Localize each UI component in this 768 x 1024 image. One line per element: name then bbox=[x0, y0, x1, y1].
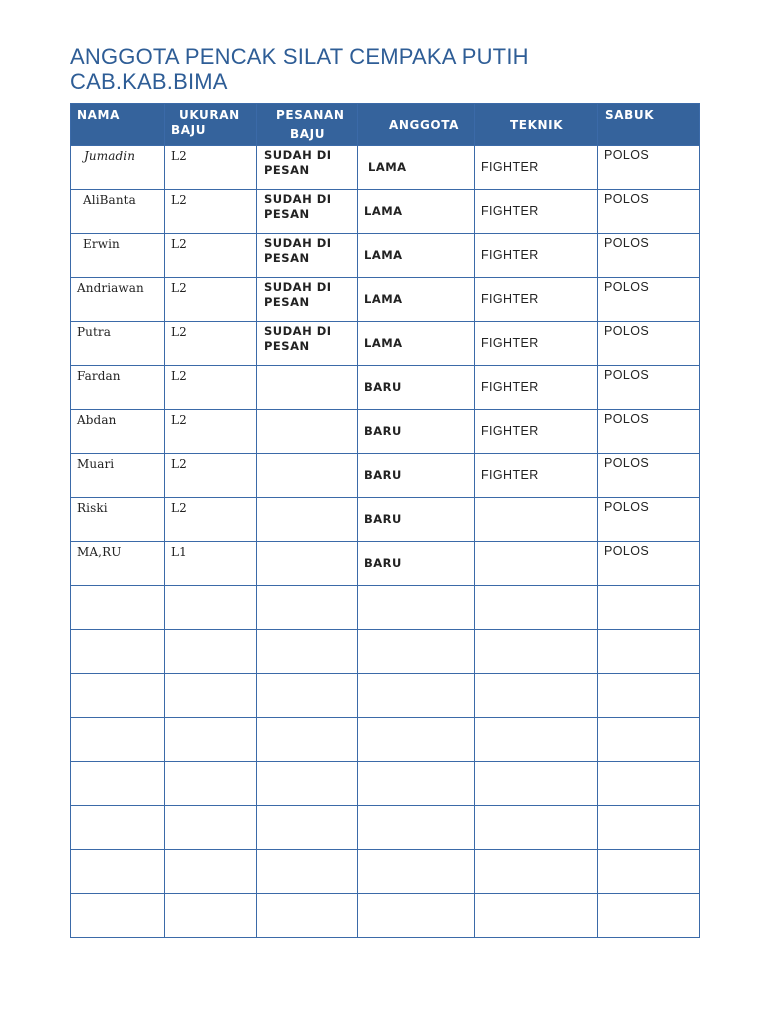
cell-ukuran bbox=[165, 190, 257, 234]
table-row bbox=[71, 586, 700, 630]
cell-pesanan-text: SUDAH DI bbox=[264, 148, 332, 162]
cell-ukuran-text: L2 bbox=[171, 413, 187, 427]
cell-anggota bbox=[358, 366, 475, 410]
cell-nama bbox=[71, 190, 165, 234]
header-sabuk: SABUK bbox=[598, 104, 700, 146]
cell-anggota-text: BARU bbox=[364, 424, 402, 438]
table-row bbox=[71, 498, 700, 542]
table-row bbox=[71, 806, 700, 850]
table-row bbox=[71, 322, 700, 366]
cell-teknik bbox=[475, 806, 598, 850]
table-row bbox=[71, 146, 700, 190]
cell-pesanan bbox=[257, 542, 358, 586]
cell-anggota bbox=[358, 718, 475, 762]
cell-pesanan bbox=[257, 762, 358, 806]
cell-ukuran-text: L2 bbox=[171, 237, 187, 251]
cell-anggota bbox=[358, 894, 475, 938]
cell-pesanan bbox=[257, 586, 358, 630]
table-row bbox=[71, 630, 700, 674]
cell-sabuk-text: POLOS bbox=[604, 324, 650, 338]
cell-nama bbox=[71, 630, 165, 674]
cell-pesanan-text: SUDAH DI bbox=[264, 324, 332, 338]
cell-nama bbox=[71, 146, 165, 190]
cell-teknik bbox=[475, 454, 598, 498]
cell-sabuk-text: POLOS bbox=[604, 148, 650, 162]
cell-pesanan bbox=[257, 278, 358, 322]
cell-pesanan bbox=[257, 190, 358, 234]
cell-pesanan bbox=[257, 850, 358, 894]
cell-pesanan-text: SUDAH DI bbox=[264, 236, 332, 250]
cell-anggota bbox=[358, 278, 475, 322]
table-header-row bbox=[71, 104, 700, 146]
cell-teknik-text: FIGHTER bbox=[481, 160, 539, 174]
cell-nama bbox=[71, 542, 165, 586]
cell-anggota bbox=[358, 190, 475, 234]
cell-ukuran-text: L1 bbox=[171, 545, 187, 559]
cell-ukuran bbox=[165, 146, 257, 190]
cell-pesanan bbox=[257, 454, 358, 498]
cell-sabuk-text: POLOS bbox=[604, 192, 650, 206]
cell-pesanan-text: PESAN bbox=[264, 207, 310, 221]
cell-teknik bbox=[475, 542, 598, 586]
cell-nama bbox=[71, 586, 165, 630]
cell-ukuran-text: L2 bbox=[171, 501, 187, 515]
cell-nama-text: MA,RU bbox=[77, 545, 122, 559]
cell-teknik bbox=[475, 190, 598, 234]
table-row bbox=[71, 718, 700, 762]
cell-teknik-text: FIGHTER bbox=[481, 424, 539, 438]
cell-nama bbox=[71, 498, 165, 542]
cell-anggota bbox=[358, 586, 475, 630]
cell-teknik bbox=[475, 674, 598, 718]
cell-pesanan-text: PESAN bbox=[264, 339, 310, 353]
title-line-2: CAB.KAB.BIMA bbox=[70, 69, 228, 94]
cell-teknik bbox=[475, 410, 598, 454]
cell-teknik bbox=[475, 894, 598, 938]
cell-teknik-text: FIGHTER bbox=[481, 380, 539, 394]
cell-nama bbox=[71, 410, 165, 454]
cell-pesanan bbox=[257, 322, 358, 366]
cell-sabuk-text: POLOS bbox=[604, 412, 650, 426]
table-row bbox=[71, 894, 700, 938]
cell-sabuk bbox=[598, 586, 700, 630]
cell-pesanan-text: SUDAH DI bbox=[264, 280, 332, 294]
cell-pesanan bbox=[257, 498, 358, 542]
cell-pesanan bbox=[257, 894, 358, 938]
cell-ukuran-text: L2 bbox=[171, 457, 187, 471]
cell-pesanan bbox=[257, 146, 358, 190]
cell-sabuk-text: POLOS bbox=[604, 368, 650, 382]
cell-sabuk bbox=[598, 410, 700, 454]
document-title bbox=[70, 44, 529, 94]
header-ukuran-baju: UKURAN BAJU bbox=[165, 104, 257, 146]
cell-anggota-text: LAMA bbox=[364, 248, 403, 262]
cell-nama bbox=[71, 234, 165, 278]
cell-nama bbox=[71, 322, 165, 366]
cell-anggota bbox=[358, 674, 475, 718]
header-anggota: ANGGOTA bbox=[358, 104, 475, 146]
cell-sabuk bbox=[598, 146, 700, 190]
cell-anggota-text: BARU bbox=[364, 512, 402, 526]
cell-teknik bbox=[475, 586, 598, 630]
cell-anggota bbox=[358, 850, 475, 894]
table-row bbox=[71, 674, 700, 718]
table-row bbox=[71, 762, 700, 806]
cell-nama-text: Muari bbox=[77, 457, 115, 471]
cell-teknik bbox=[475, 322, 598, 366]
cell-anggota bbox=[358, 454, 475, 498]
cell-teknik bbox=[475, 146, 598, 190]
cell-nama-text: Riski bbox=[77, 501, 108, 515]
cell-ukuran-text: L2 bbox=[171, 281, 187, 295]
cell-teknik bbox=[475, 762, 598, 806]
cell-sabuk-text: POLOS bbox=[604, 236, 650, 250]
cell-ukuran bbox=[165, 498, 257, 542]
cell-sabuk bbox=[598, 498, 700, 542]
cell-nama-text: Andriawan bbox=[77, 281, 144, 295]
cell-nama-text: Fardan bbox=[77, 369, 121, 383]
cell-teknik bbox=[475, 630, 598, 674]
cell-anggota-text: LAMA bbox=[364, 292, 403, 306]
cell-anggota-text: LAMA bbox=[364, 204, 403, 218]
cell-sabuk bbox=[598, 806, 700, 850]
header-teknik: TEKNIK bbox=[475, 104, 598, 146]
cell-pesanan bbox=[257, 674, 358, 718]
cell-pesanan bbox=[257, 410, 358, 454]
cell-teknik-text: FIGHTER bbox=[481, 248, 539, 262]
cell-sabuk bbox=[598, 542, 700, 586]
cell-pesanan-text: SUDAH DI bbox=[264, 192, 332, 206]
cell-pesanan-text: PESAN bbox=[264, 251, 310, 265]
table-row bbox=[71, 850, 700, 894]
cell-ukuran bbox=[165, 674, 257, 718]
cell-ukuran-text: L2 bbox=[171, 369, 187, 383]
cell-anggota bbox=[358, 806, 475, 850]
cell-nama-text: Erwin bbox=[83, 237, 120, 251]
cell-ukuran bbox=[165, 410, 257, 454]
cell-pesanan bbox=[257, 234, 358, 278]
cell-sabuk-text: POLOS bbox=[604, 500, 650, 514]
cell-pesanan bbox=[257, 718, 358, 762]
cell-anggota-text: BARU bbox=[364, 468, 402, 482]
cell-teknik bbox=[475, 366, 598, 410]
cell-nama bbox=[71, 674, 165, 718]
cell-pesanan-text: PESAN bbox=[264, 163, 310, 177]
table-row bbox=[71, 190, 700, 234]
cell-sabuk-text: POLOS bbox=[604, 280, 650, 294]
cell-anggota bbox=[358, 410, 475, 454]
cell-anggota-text: BARU bbox=[364, 556, 402, 570]
table-row bbox=[71, 278, 700, 322]
cell-sabuk-text: POLOS bbox=[604, 456, 650, 470]
cell-sabuk bbox=[598, 234, 700, 278]
cell-ukuran bbox=[165, 630, 257, 674]
cell-sabuk bbox=[598, 278, 700, 322]
cell-pesanan bbox=[257, 366, 358, 410]
table-row bbox=[71, 454, 700, 498]
cell-ukuran bbox=[165, 806, 257, 850]
cell-pesanan bbox=[257, 630, 358, 674]
cell-nama bbox=[71, 718, 165, 762]
cell-ukuran bbox=[165, 850, 257, 894]
cell-ukuran bbox=[165, 234, 257, 278]
cell-ukuran-text: L2 bbox=[171, 149, 187, 163]
cell-anggota bbox=[358, 498, 475, 542]
members-table bbox=[70, 103, 700, 938]
cell-anggota-text: LAMA bbox=[364, 336, 403, 350]
cell-nama bbox=[71, 366, 165, 410]
cell-ukuran bbox=[165, 322, 257, 366]
cell-ukuran-text: L2 bbox=[171, 325, 187, 339]
cell-ukuran bbox=[165, 586, 257, 630]
cell-ukuran bbox=[165, 454, 257, 498]
cell-pesanan bbox=[257, 806, 358, 850]
table-row bbox=[71, 366, 700, 410]
cell-nama bbox=[71, 894, 165, 938]
cell-sabuk-text: POLOS bbox=[604, 544, 650, 558]
cell-teknik bbox=[475, 850, 598, 894]
cell-ukuran-text: L2 bbox=[171, 193, 187, 207]
cell-sabuk bbox=[598, 322, 700, 366]
cell-sabuk bbox=[598, 894, 700, 938]
cell-sabuk bbox=[598, 366, 700, 410]
cell-nama-text: Abdan bbox=[77, 413, 117, 427]
cell-anggota bbox=[358, 762, 475, 806]
cell-teknik bbox=[475, 278, 598, 322]
cell-nama bbox=[71, 762, 165, 806]
header-pesanan-baju: PESANAN BAJU bbox=[257, 104, 358, 146]
table-row bbox=[71, 410, 700, 454]
header-nama: NAMA bbox=[71, 104, 165, 146]
cell-teknik bbox=[475, 718, 598, 762]
table-row bbox=[71, 234, 700, 278]
cell-ukuran bbox=[165, 762, 257, 806]
cell-nama-text: AliBanta bbox=[83, 193, 136, 207]
cell-teknik-text: FIGHTER bbox=[481, 292, 539, 306]
cell-anggota-text: LAMA bbox=[368, 160, 407, 174]
cell-pesanan-text: PESAN bbox=[264, 295, 310, 309]
cell-ukuran bbox=[165, 542, 257, 586]
cell-anggota-text: BARU bbox=[364, 380, 402, 394]
cell-anggota bbox=[358, 322, 475, 366]
cell-ukuran bbox=[165, 718, 257, 762]
cell-ukuran bbox=[165, 278, 257, 322]
cell-nama-text: Jumadin bbox=[84, 149, 136, 163]
cell-ukuran bbox=[165, 894, 257, 938]
cell-teknik bbox=[475, 498, 598, 542]
cell-anggota bbox=[358, 542, 475, 586]
cell-nama-text: Putra bbox=[77, 325, 112, 339]
cell-anggota bbox=[358, 234, 475, 278]
cell-nama bbox=[71, 278, 165, 322]
cell-sabuk bbox=[598, 674, 700, 718]
table-row bbox=[71, 542, 700, 586]
cell-teknik-text: FIGHTER bbox=[481, 336, 539, 350]
cell-sabuk bbox=[598, 718, 700, 762]
cell-sabuk bbox=[598, 630, 700, 674]
title-line-1: ANGGOTA PENCAK SILAT CEMPAKA PUTIH bbox=[70, 44, 529, 69]
cell-sabuk bbox=[598, 850, 700, 894]
cell-teknik-text: FIGHTER bbox=[481, 204, 539, 218]
cell-ukuran bbox=[165, 366, 257, 410]
cell-sabuk bbox=[598, 454, 700, 498]
cell-sabuk bbox=[598, 190, 700, 234]
cell-teknik bbox=[475, 234, 598, 278]
cell-nama bbox=[71, 454, 165, 498]
cell-teknik-text: FIGHTER bbox=[481, 468, 539, 482]
cell-nama bbox=[71, 850, 165, 894]
cell-anggota bbox=[358, 146, 475, 190]
cell-anggota bbox=[358, 630, 475, 674]
cell-nama bbox=[71, 806, 165, 850]
cell-sabuk bbox=[598, 762, 700, 806]
